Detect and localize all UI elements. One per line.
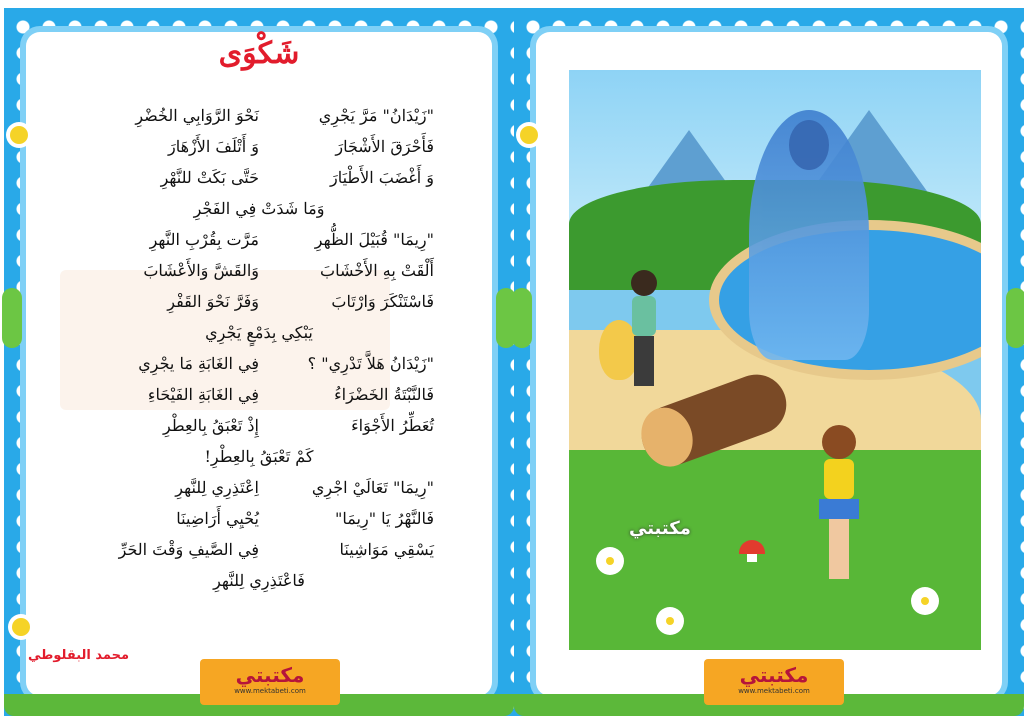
- poem-line: [4, 317, 514, 348]
- poem-hemistich: فَأَحْرَقَ الأَشْجَارَ: [335, 137, 434, 156]
- flower-icon: [520, 126, 538, 144]
- girl-head: [822, 425, 856, 459]
- vine-decoration: [1006, 288, 1024, 348]
- poem-hemistich: وَ أَتْلَفَ الأَزْهَارَ: [168, 137, 259, 156]
- story-illustration: [569, 70, 981, 650]
- poem-hemistich: نَحْوَ الرَّوَابِي الخُضْرِ: [135, 106, 259, 125]
- poem-hemistich: يَسْقِي مَوَاشِينَا: [339, 540, 434, 559]
- girl-character: [819, 425, 859, 595]
- flower-icon: [12, 618, 30, 636]
- poem-hemistich: فَالنَّهْرُ يَا "رِيمَا": [335, 509, 434, 528]
- logo-name: مكتبتي: [235, 663, 305, 687]
- poem-hemistich: إِذْ تَعْبَقُ بِالعِطْرِ: [163, 416, 259, 435]
- poem-line: [4, 100, 514, 131]
- scene-watermark: مكتبتي: [629, 518, 691, 539]
- poem-hemistich: يُحْيِي أَرَاضِينَا: [176, 509, 259, 528]
- poem-line: [4, 534, 514, 565]
- poem-line: [4, 286, 514, 317]
- poem-line: [4, 565, 514, 596]
- girl-skirt: [819, 499, 859, 519]
- poem-line: [4, 410, 514, 441]
- poem-hemistich: "رِيمَا" قُبَيْلَ الظُّهرِ: [314, 230, 434, 249]
- poem-hemistich: حَتَّى بَكَتْ للنَّهْرِ: [160, 168, 259, 187]
- river-spirit-head: [789, 120, 829, 170]
- logo-url: www.mektabeti.com: [738, 687, 810, 695]
- poem-line: [4, 224, 514, 255]
- poem-hemistich: "زَيْدَانُ" مَرَّ يَجْرِي: [318, 106, 434, 125]
- river-spirit: [749, 110, 869, 360]
- poem-hemistich: فَالنَّبْتَةُ الخَضْرَاءُ: [334, 385, 434, 404]
- mektabeti-logo[interactable]: [200, 659, 340, 705]
- girl-shirt: [824, 459, 854, 499]
- poem-hemistich: "رِيمَا" تَعَالَيْ اجْرِي: [311, 478, 434, 497]
- poem-hemistich: "زَيْدَانُ هَلاَّ تَدْرِي" ؟: [307, 354, 434, 373]
- author-name: محمد البقلوطي: [28, 648, 130, 663]
- poem-hemistich: فَاسْتَنْكَرَ وَارْتَابَ: [331, 292, 434, 311]
- poem-hemistich: وَالقَشَّ وَالأَعْشَابَ: [143, 261, 259, 280]
- girl-legs: [829, 519, 849, 579]
- poem-body: [4, 100, 514, 596]
- poem-line: [4, 441, 514, 472]
- poem-hemistich: اِعْتَذِرِي لِلنَّهرِ: [175, 478, 259, 497]
- boy-legs: [634, 336, 654, 386]
- mektabeti-logo[interactable]: [704, 659, 844, 705]
- poem-line: [4, 472, 514, 503]
- poem-verse: كَمْ تَعْبَقُ بِالعِطْرِ!: [204, 447, 314, 466]
- boy-shirt: [632, 296, 656, 336]
- poem-verse: وَمَا شَدَتْ فِي الفَجْرِ: [193, 199, 325, 218]
- poem-hemistich: تُعَطِّرُ الأَجْوَاءَ: [351, 416, 434, 435]
- poem-line: [4, 162, 514, 193]
- poem-hemistich: وَ أَغْضَبَ الأَطْيَارَ: [329, 168, 434, 187]
- poem-hemistich: مَرَّت بِقُرْبِ النَّهرِ: [149, 230, 259, 249]
- vine-decoration: [512, 288, 532, 348]
- poem-line: [4, 348, 514, 379]
- poem-hemistich: فِي الغَابَةِ مَا يجْرِي: [138, 354, 259, 373]
- daisy-icon: [659, 610, 681, 632]
- poem-hemistich: وَفَرَّ نَحْوَ القَفْرِ: [167, 292, 259, 311]
- boy-character: [629, 270, 659, 400]
- poem-line: [4, 193, 514, 224]
- boy-head: [631, 270, 657, 296]
- logo-url: www.mektabeti.com: [234, 687, 306, 695]
- mushroom-icon: [739, 540, 765, 560]
- meadow: [569, 450, 981, 650]
- poem-line: [4, 131, 514, 162]
- poem-verse: فَاعْتَذِرِي لِلنَّهرِ: [213, 571, 305, 590]
- poem-title: شَكْوَى: [218, 36, 300, 71]
- daisy-icon: [599, 550, 621, 572]
- poem-hemistich: فِي الغَابَةِ الفَيْحَاءِ: [147, 385, 259, 404]
- poem-hemistich: أَلْقَتْ بِهِ الأَخْشَابَ: [320, 261, 434, 280]
- poem-line: [4, 379, 514, 410]
- poem-line: [4, 503, 514, 534]
- poem-verse: يَبْكِي بِدَمْعٍ يَجْرِي: [205, 323, 313, 342]
- poem-line: [4, 255, 514, 286]
- daisy-icon: [914, 590, 936, 612]
- logo-name: مكتبتي: [739, 663, 809, 687]
- poem-hemistich: فِي الصَّيفِ وَقْتَ الحَرِّ: [118, 540, 259, 559]
